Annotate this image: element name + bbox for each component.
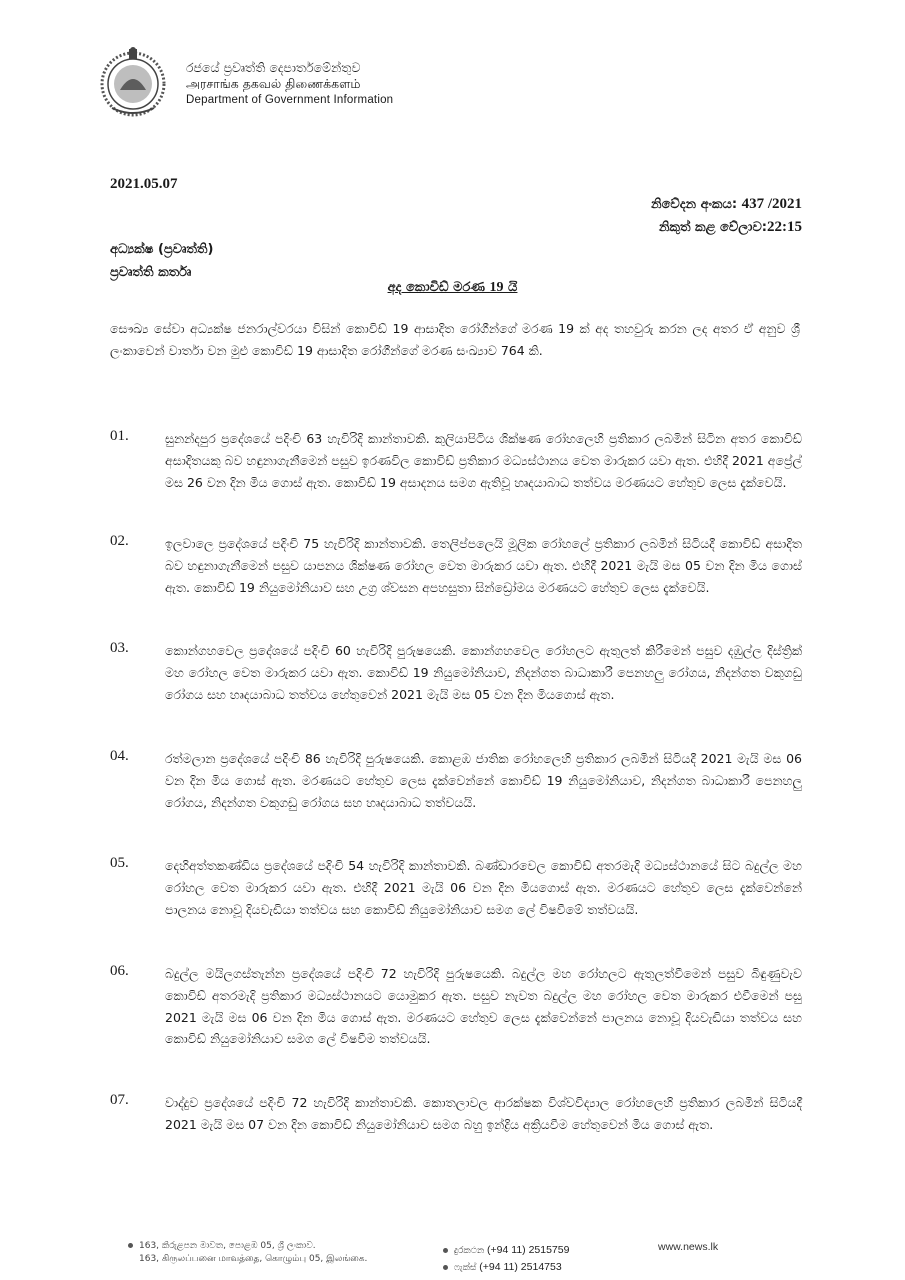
dept-name-tamil: அரசாங்க தகவல் திணைக்களம் <box>186 76 361 91</box>
bullet-icon <box>443 1265 448 1270</box>
item-number: 05. <box>110 855 129 871</box>
footer-address-tamil: 163, கிருலப்பனை மாவத்தை, கொழும்பு 05, இலங்கை. <box>139 1254 368 1264</box>
release-date: 2021.05.07 <box>110 176 178 192</box>
item-text: කොන්ගහවෙල ප්‍රදේශයේ පදිංචි 60 හැවිරිදි පුරුෂයෙකි. කොන්ගහවෙල රෝහලට ඇතුලත් කිරීමෙන් පසුව දඹුල්ල දිස්ත්‍රික් මහ රෝහල වෙත මාරුකර යවා ඇත. කොවිඩ් 19 නියුමෝනියාව, නිදන්ගත බාධාකාරී පෙනහලු රෝගය, නිදන්ගත වකුගඩු රෝගය සහ හෘදයාබාධ තත්වය හේතුවෙන් 2021 මැයි මස 05 වන දින මියගොස් ඇත. <box>165 643 802 702</box>
phone-label: දුරකථන <box>454 1246 485 1256</box>
letterhead <box>98 42 518 122</box>
release-number-line <box>651 193 802 216</box>
item-text: සුනන්දපුර ප්‍රදේශයේ පදිංචි 63 හැවිරිදි කාන්තාවකි. කුලියාපිටිය ශික්ෂණ රෝහලෙහි ප්‍රතිකාර ලබමින් සිටින අතර කොවිඩ් අසාදිතයකු බව හඳුනාගැනීමෙන් පසුව ඉරණවිල කොවිඩ් ප්‍රතිකාර මධ්‍යස්ථානය වෙත මාරුකර යවා ඇත. එහිදී 2021 අප්‍රේල් මස 26 වන දින මිය ගොස් ඇත. කොවිඩ් 19 අසාදනය සමග ඇතිවූ හෘදයාබාධ තත්වය මරණයට හේතුව ලෙස දැක්වෙයි. <box>165 431 802 490</box>
addressee-director: අධ්‍යක්ෂ (ප්‍රවෘත්ති) <box>110 242 214 257</box>
release-time: 22:15 <box>767 219 802 235</box>
item-text: බදුල්ල මයිලගස්තැන්න ප්‍රදේශයේ පදිංචි 72 හැවිරිදි පුරුෂයෙකි. බදුල්ල මහ රෝහලට ඇතුලත්වීමෙන් පසුව බිඳුණුවැව කොවිඩ් අතරමැදි ප්‍රතිකාර මධ්‍යස්ථානයට යොමුකර ඇත. පසුව නැවත බදුල්ල මහ රෝහල වෙත මාරුකර එවීමෙන් පසු 2021 මැයි මස 06 වන දින මිය ගොස් ඇත. මරණයට හේතුව ලෙස දැක්වෙන්නේ පාලනය නොවූ දියවැඩියා තත්වය සහ කොවිඩ් නියුමෝනියාව සමග ලේ විෂවීම තත්වයයි. <box>165 966 802 1047</box>
item-text: ඉලවාලෙ ප්‍රදේශයේ පදිංචි 75 හැවිරිදි කාන්තාවකි. තෙලිප්පලෙයි මූලික රෝහලේ ප්‍රතිකාර ලබමින් සිටියදී කොවිඩ් අසාදිත බව හඳුනාගැනීමෙන් පසුව යාපනය ශික්ෂණ රෝහල වෙත මාරුකර යවා ඇත. එහිදී 2021 මැයි මස 05 වන දින මිය ගොස් ඇත. කොවිඩ් 19 නියුමෝනියාව සහ උග්‍ර ශ්වසන අපහසුතා සින්ඩ්‍රෝමය මරණයට හේතුව ලෙස දැක්වෙයි. <box>165 536 802 595</box>
document-heading <box>0 280 905 296</box>
fax-number: (+94 11) 2514753 <box>479 1261 562 1273</box>
footer-contact <box>443 1242 569 1276</box>
government-emblem-icon <box>98 46 168 118</box>
release-reference <box>651 193 802 239</box>
bullet-icon <box>443 1248 448 1253</box>
fax-label: ෆැක්ස් <box>454 1263 477 1273</box>
addressees <box>110 238 213 284</box>
footer-website: www.news.lk <box>658 1241 719 1253</box>
addressee-editor: ප්‍රවෘත්ති කර්තෘ <box>110 265 192 280</box>
bullet-icon <box>128 1243 133 1248</box>
release-number: 437 /2021 <box>741 196 802 212</box>
release-number-label: නිවේදන අංකය: <box>651 197 738 212</box>
heading-text: අද කොවිඩ් මරණ 19 යි <box>387 280 518 295</box>
item-text: රත්මලාන ප්‍රදේශයේ පදිංචි 86 හැවිරිදි පුරුෂයෙකි. කොළඹ ජාතික රෝහලෙහි ප්‍රතිකාර ලබමින් සිටියදී 2021 මැයි මස 06 වන දින මිය ගොස් ඇත. මරණයට හේතුව ලෙස දැක්වෙන්නේ කොවිඩ් 19 නියුමෝනියාව, නිදන්ගත බාධාකාරී පෙනහලු රෝගය, නිදන්ගත වකුගඩු රෝගය සහ හෘදයාබාධ තත්වයයි. <box>165 751 802 810</box>
dept-name-english: Department of Government Information <box>186 94 394 106</box>
footer-address <box>128 1240 367 1266</box>
intro-paragraph: සෞඛ්‍ය සේවා අධ්‍යක්ෂ ජනරාල්වරයා විසින් කොවිඩ් 19 ආසාදිත රෝගීන්ගේ මරණ 19 ක් අද තහවුරු කරන ලද අතර ඒ අනුව ශ්‍රී ලංකාවෙන් වාර්තා වන මුළු කොවිඩ් 19 ආසාදිත රෝගීන්ගේ මරණ සංඛ්‍යාව 764 කි. <box>110 321 800 358</box>
item-number: 03. <box>110 640 129 656</box>
item-text: දෙහිඅත්තකණ්ඩිය ප්‍රදේශයේ පදිංචි 54 හැවිරිදි කාන්තාවකි. බණ්ඩාරවෙල කොවිඩ් අතරමැදි මධ්‍යස්ථානයේ සිට බදුල්ල මහ රෝහල වෙත මාරුකර යවා ඇත. එහිදී 2021 මැයි 06 වන දින මියගොස් ඇත. මරණයට හේතුව ලෙස දැක්වෙන්නේ පාලනය නොවූ දියවැඩියා තත්වය සහ කොවිඩ් නියුමෝනියාව සමග ලේ විෂවීමේ තත්වයයි. <box>165 858 802 917</box>
footer <box>0 1230 905 1280</box>
item-number: 06. <box>110 963 129 979</box>
release-time-label: නිකුත් කළ වේලාව: <box>658 220 767 235</box>
footer-address-sinhala: 163, කිරුළපන මාවත, පොළඹ 05, ශ්‍රී ලංකාව. <box>139 1241 316 1251</box>
item-number: 01. <box>110 428 129 444</box>
item-number: 04. <box>110 748 129 764</box>
item-number: 02. <box>110 533 129 549</box>
release-time-line <box>651 216 802 239</box>
item-text: වාද්දුව ප්‍රදේශයේ පදිංචි 72 හැවිරිදි කාන්තාවකි. කොතලාවල ආරක්ෂක විශ්වවිද්‍යාල රෝහලෙහි ප්‍රතිකාර ලබමින් සිටියදී 2021 මැයි මස 07 වන දින කොවිඩ් නියුමෝනියාව සමග බහු ඉන්ද්‍රිය අක්‍රියවීම හේතුවෙන් මිය ගොස් ඇත. <box>165 1095 802 1132</box>
phone-number: (+94 11) 2515759 <box>487 1244 570 1256</box>
item-number: 07. <box>110 1092 129 1108</box>
dept-name-sinhala: රජයේ ප්‍රවෘත්ති දෙපාර්තමේන්තුව <box>186 60 361 75</box>
